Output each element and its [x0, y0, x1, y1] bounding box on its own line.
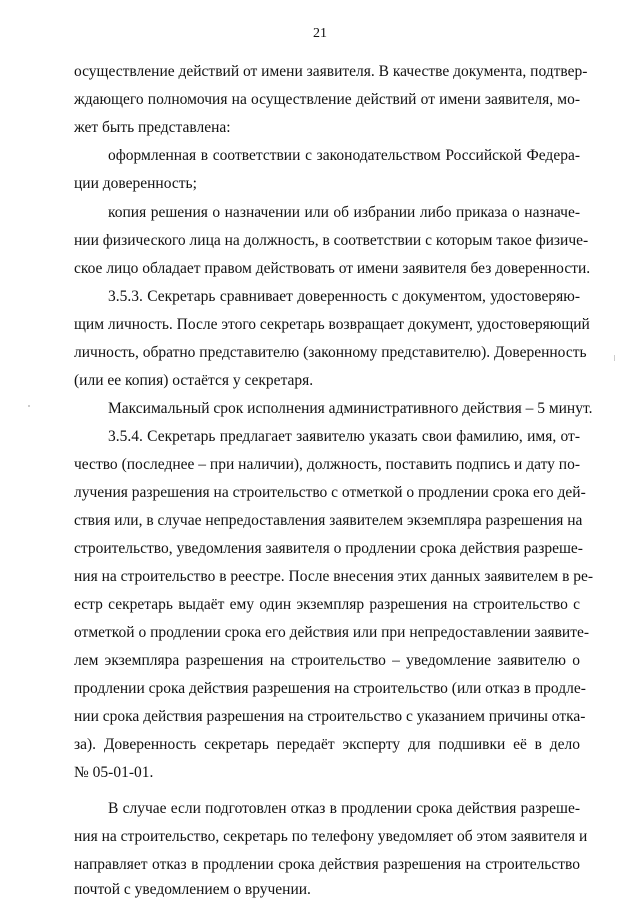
text-line: оформленная в соответствии с законодательством Российской Федера-: [108, 147, 580, 164]
text-line: за). Доверенность секретарь передаёт эксперту для подшивки её в дело: [74, 736, 580, 753]
text-line: нии физического лица на должность, в соответствии с которым такое физиче-: [74, 232, 589, 249]
text-line: осуществление действий от имени заявителя. В качестве документа, подтвер-: [74, 63, 588, 80]
text-line: личность, обратно представителю (законному представителю). Доверенность: [74, 344, 587, 361]
text-line: 3.5.3. Секретарь сравнивает доверенность с документом, удостоверяю-: [108, 288, 580, 305]
text-line: (или ее копия) остаётся у секретаря.: [74, 372, 314, 389]
text-line: 3.5.4. Секретарь предлагает заявителю указать свои фамилию, имя, от-: [108, 428, 580, 445]
text-line: отметкой о продлении срока его действия или при непредоставлении заявите-: [74, 624, 590, 641]
text-line: щим личность. После этого секретарь возвращает документ, удостоверяющий: [74, 316, 590, 333]
text-line: почтой с уведомлением о вручении.: [74, 881, 311, 898]
text-line: № 05-01-01.: [74, 764, 154, 781]
text-line: жет быть представлена:: [74, 119, 231, 136]
text-line: лем экземпляра разрешения на строительство – уведомление заявителю о: [74, 652, 580, 669]
scan-speck: [28, 405, 30, 407]
text-line: естр секретарь выдаёт ему один экземпляр разрешения на строительство с: [74, 596, 580, 613]
text-line: нии срока действия разрешения на строительство с указанием причины отка-: [74, 708, 586, 725]
text-line: лучения разрешения на строительство с отметкой о продлении срока его дей-: [74, 484, 586, 501]
text-line: В случае если подготовлен отказ в продлении срока действия разреше-: [108, 800, 580, 817]
text-line: строительство, уведомления заявителя о продлении срока действия разреше-: [74, 540, 583, 557]
text-line: ждающего полномочия на осуществление действий от имени заявителя, мо-: [74, 91, 580, 108]
text-line: направляет отказ в продлении срока действия разрешения на строительство: [74, 856, 580, 873]
text-line: копия решения о назначении или об избрании либо приказа о назначе-: [108, 204, 580, 221]
text-line: ния на строительство в реестре. После внесения этих данных заявителем в ре-: [74, 568, 594, 585]
text-line: Максимальный срок исполнения административного действия – 5 минут.: [108, 400, 593, 417]
text-line: ния на строительство, секретарь по телефону уведомляет об этом заявителя и: [74, 828, 588, 845]
text-line: ствия или, в случае непредоставления заявителем экземпляра разрешения на: [74, 512, 583, 529]
scan-speck: [614, 355, 615, 361]
text-line: продлении срока действия разрешения на строительство (или отказ в продле-: [74, 680, 586, 697]
text-line: ское лицо обладает правом действовать от имени заявителя без доверенности.: [74, 260, 591, 277]
text-line: чество (последнее – при наличии), должность, поставить подпись и дату по-: [74, 456, 580, 473]
page-number: 21: [313, 26, 327, 41]
text-line: ции доверенность;: [74, 175, 197, 192]
